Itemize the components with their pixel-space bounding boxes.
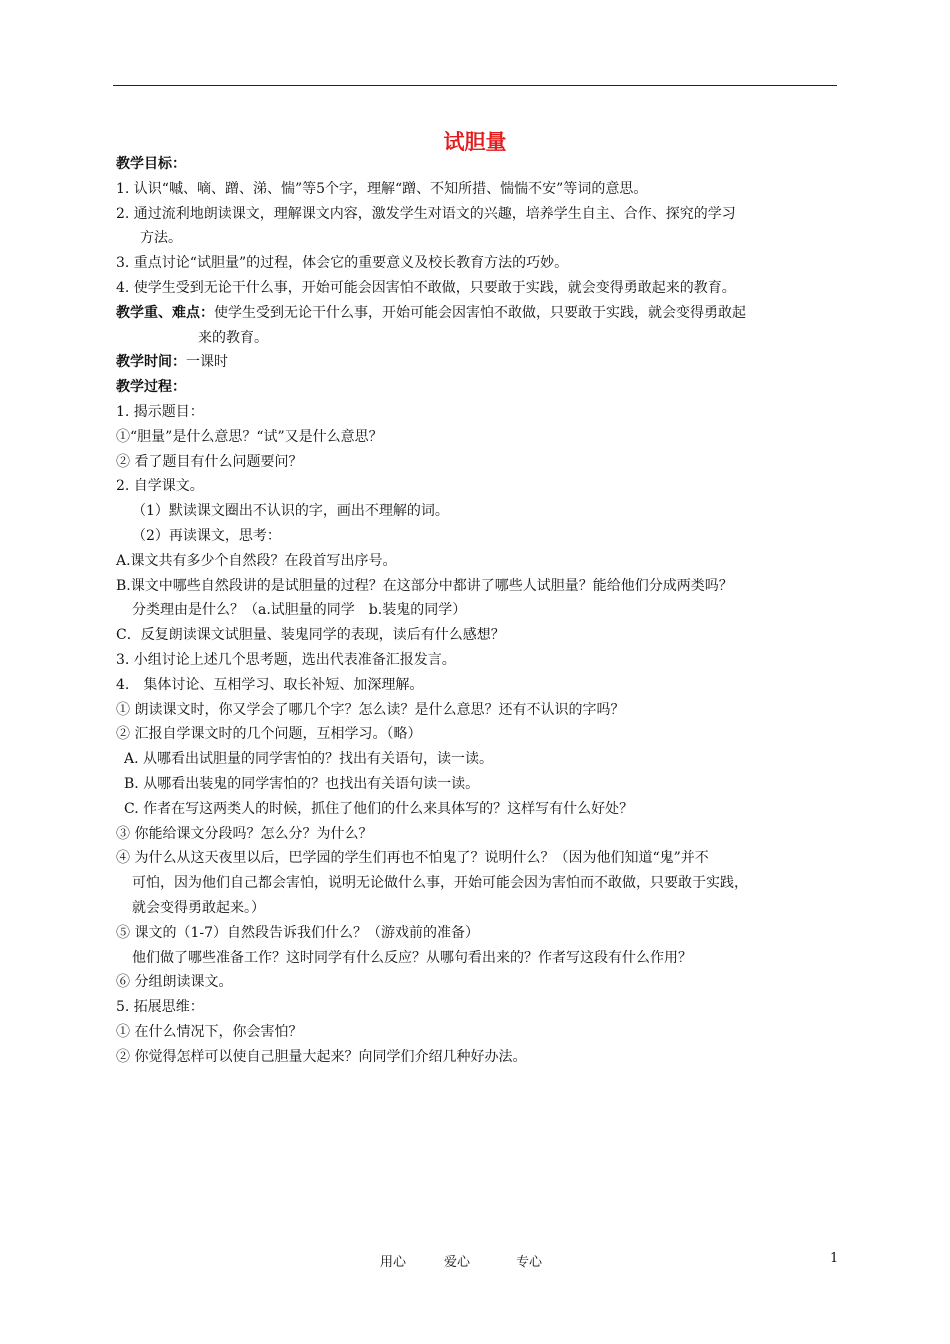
process-item: ④ 为什么从这天夜里以后，巴学园的学生们再也不怕鬼了？说明什么？（因为他们知道“鬼”并不 — [116, 850, 709, 867]
key-points-text-continued: 来的教育。 — [198, 329, 268, 346]
process-item: ⑤ 课文的（1-7）自然段告诉我们什么？（游戏前的准备） — [116, 924, 479, 941]
footer-left: 用心 — [380, 1255, 407, 1270]
goal-item: 1. 认识“嘁、嘀、蹭、涕、惴”等5个字，理解“蹭、不知所措、惴惴不安”等词的意思。 — [116, 180, 648, 197]
process-item: C. 作者在写这两类人的时候，抓住了他们的什么来具体写的？这样写有什么好处？ — [124, 800, 634, 817]
process-item: ① 朗读课文时，你又学会了哪几个字？怎么读？是什么意思？还有不认识的字吗？ — [116, 701, 625, 718]
process-item: 5. 拓展思维： — [116, 999, 204, 1016]
goal-item: 2. 通过流利地朗读课文，理解课文内容，激发学生对语文的兴趣，培养学生自主、合作、探究的学习 — [116, 205, 736, 222]
page-number: 1 — [830, 1251, 839, 1266]
process-item: A.课文共有多少个自然段？在段首写出序号。 — [116, 552, 397, 569]
process-item: B. 从哪看出装鬼的同学害怕的？也找出有关语句读一读。 — [124, 775, 480, 792]
time-row — [116, 350, 838, 375]
document-title: 试胆量 — [443, 130, 507, 154]
process-item-continued: 可怕，因为他们自己都会害怕，说明无论做什么事，开始可能会因为害怕而不敢做，只要敢于实践， — [132, 875, 748, 892]
process-item-continued: 就会变得勇敢起来。） — [132, 899, 265, 916]
footer-middle: 爱心 — [444, 1255, 471, 1270]
process-item-continued: 他们做了哪些准备工作？这时同学有什么反应？从哪句看出来的？作者写这段有什么作用？ — [132, 949, 692, 966]
process-item: ② 你觉得怎样可以使自己胆量大起来？向同学们介绍几种好办法。 — [116, 1048, 527, 1065]
process-item: 1. 揭示题目： — [116, 403, 204, 420]
goal-item-continued: 方法。 — [140, 230, 182, 247]
process-item: ① 在什么情况下，你会害怕？ — [116, 1023, 303, 1040]
process-item: 3. 小组讨论上述几个思考题，选出代表准备汇报发言。 — [116, 651, 456, 668]
key-points-text: 使学生受到无论干什么事，开始可能会因害怕不敢做，只要敢于实践，就会变得勇敢起 — [214, 304, 746, 321]
process-item: C．反复朗读课文试胆量、装鬼同学的表现，读后有什么感想？ — [116, 627, 505, 644]
process-item: （2）再读课文，思考： — [132, 527, 281, 544]
process-item: ② 看了题目有什么问题要问？ — [116, 453, 303, 470]
process-item: ⑥ 分组朗读课文。 — [116, 974, 233, 991]
process-item: ①“胆量”是什么意思？“试”又是什么意思？ — [116, 428, 383, 445]
goal-item: 4. 使学生受到无论干什么事，开始可能会因害怕不敢做，只要敢于实践，就会变得勇敢起来的教育。 — [116, 279, 736, 296]
document-body — [116, 152, 838, 1069]
time-value: 一课时 — [186, 354, 228, 371]
key-points-label: 教学重、难点： — [116, 304, 214, 321]
footer-right: 专心 — [516, 1255, 543, 1270]
goal-item: 3. 重点讨论“试胆量”的过程，体会它的重要意义及校长教育方法的巧妙。 — [116, 255, 569, 272]
process-item: ② 汇报自学课文时的几个问题，互相学习。（略） — [116, 726, 422, 743]
time-label: 教学时间： — [116, 354, 186, 371]
process-item-continued: 分类理由是什么？（a.试胆量的同学 b.装鬼的同学） — [132, 602, 467, 619]
process-item: A. 从哪看出试胆量的同学害怕的？找出有关语句，读一读。 — [124, 751, 494, 768]
process-item: B.课文中哪些自然段讲的是试胆量的过程？在这部分中都讲了哪些人试胆量？能给他们分成两类吗？ — [116, 577, 733, 594]
process-item: 4. 集体讨论、互相学习、取长补短、加深理解。 — [116, 676, 424, 693]
goals-heading: 教学目标： — [116, 156, 186, 172]
process-item: ③ 你能给课文分段吗？怎么分？为什么？ — [116, 825, 373, 842]
process-item: 2. 自学课文。 — [116, 478, 204, 495]
process-item: （1）默读课文圈出不认识的字，画出不理解的词。 — [132, 503, 449, 520]
key-points-row — [116, 301, 838, 326]
header-rule — [113, 85, 837, 86]
process-heading: 教学过程： — [116, 379, 186, 396]
